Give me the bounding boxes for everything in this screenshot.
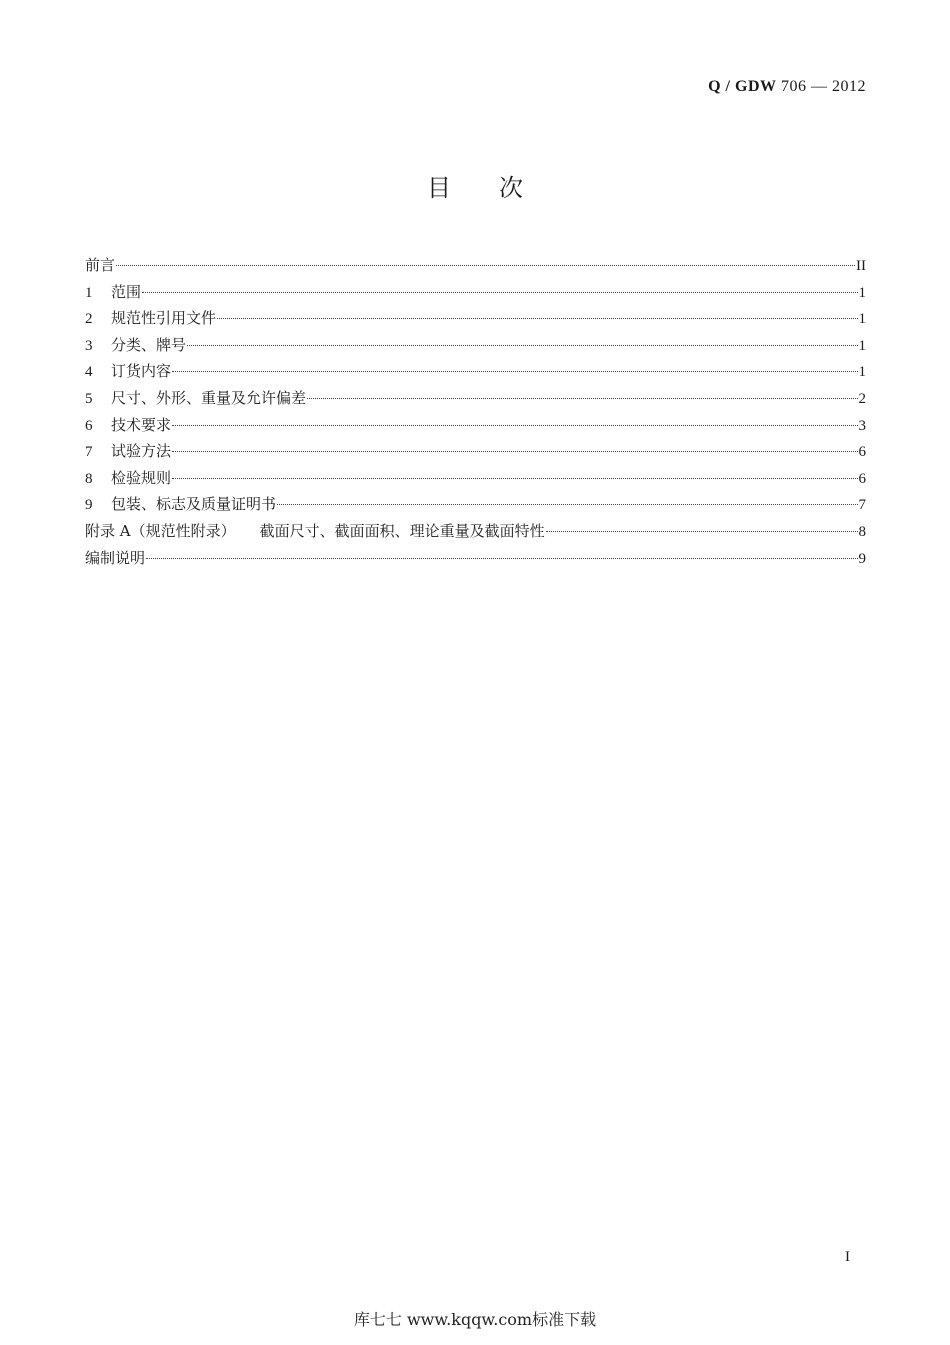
toc-leader [546, 531, 858, 532]
toc-entry-2[interactable] [85, 307, 866, 334]
toc-entry-page: 6 [858, 470, 866, 487]
toc-entry-label: 技术要求 [111, 415, 172, 434]
toc-leader [307, 398, 857, 399]
toc-entry-5[interactable] [85, 387, 866, 414]
toc-leader [172, 478, 857, 479]
toc-entry-label: 尺寸、外形、重量及允许偏差 [111, 388, 307, 407]
toc-leader [142, 292, 857, 293]
page-number: I [845, 1249, 850, 1265]
toc-entry-page: 1 [858, 311, 866, 328]
toc-entry-label: 范围 [111, 282, 142, 301]
toc-leader [116, 265, 855, 266]
toc-entry-number: 7 [85, 444, 93, 461]
toc-entry-page: 8 [858, 523, 866, 540]
toc-entry-label: 试验方法 [111, 442, 172, 461]
toc-entry-page: 7 [858, 497, 866, 514]
toc-leader [277, 504, 857, 505]
toc-entry-page: 3 [858, 417, 866, 434]
toc-entry-number: 2 [85, 311, 93, 328]
toc-leader [217, 318, 857, 319]
toc-entry-number: 1 [85, 284, 93, 301]
toc-entry-9[interactable] [85, 493, 866, 520]
toc-entry-label: 规范性引用文件 [111, 309, 217, 328]
toc-entry-label: 附录 A（规范性附录） [85, 521, 236, 540]
toc-entry-appendix-a[interactable] [85, 520, 866, 547]
toc-leader [172, 451, 857, 452]
toc-leader [187, 345, 857, 346]
toc-leader [172, 371, 857, 372]
toc-entry-6[interactable] [85, 414, 866, 441]
standard-number: 706 — 2012 [781, 78, 866, 95]
toc-entry-label: 前言 [85, 256, 116, 274]
toc-entry-3[interactable] [85, 334, 866, 361]
toc-entry-page: II [856, 258, 866, 274]
toc-entry-compilation-notes[interactable] [85, 547, 866, 574]
toc-entry-subtitle: 截面尺寸、截面面积、理论重量及截面特性 [259, 521, 545, 540]
toc-entry-label: 检验规则 [111, 468, 172, 487]
toc-leader [172, 425, 857, 426]
toc-entry-label: 分类、牌号 [111, 335, 187, 354]
toc-entry-page: 1 [858, 364, 866, 381]
table-of-contents [85, 254, 866, 573]
toc-entry-page: 2 [858, 390, 866, 407]
toc-entry-1[interactable] [85, 281, 866, 308]
toc-entry-foreword[interactable] [85, 254, 866, 281]
toc-entry-label: 包装、标志及质量证明书 [111, 495, 277, 514]
page-title: 目次 [427, 174, 571, 202]
toc-entry-7[interactable] [85, 440, 866, 467]
toc-entry-number: 9 [85, 497, 93, 514]
toc-entry-number: 8 [85, 470, 93, 487]
toc-leader [146, 558, 857, 559]
footer-watermark: 库七七 www.kqqw.com标准下载 [353, 1310, 597, 1329]
toc-entry-number: 3 [85, 337, 93, 354]
toc-entry-page: 6 [858, 444, 866, 461]
document-code [708, 78, 866, 96]
toc-entry-number: 5 [85, 390, 93, 407]
toc-entry-8[interactable] [85, 467, 866, 494]
toc-entry-4[interactable] [85, 360, 866, 387]
toc-entry-page: 1 [858, 284, 866, 301]
toc-entry-label: 编制说明 [85, 548, 146, 567]
toc-entry-number: 6 [85, 417, 93, 434]
toc-entry-label: 订货内容 [111, 362, 172, 381]
toc-entry-page: 1 [858, 337, 866, 354]
toc-entry-number: 4 [85, 364, 93, 381]
standard-prefix: Q / GDW [708, 78, 777, 95]
toc-entry-page: 9 [858, 550, 866, 567]
